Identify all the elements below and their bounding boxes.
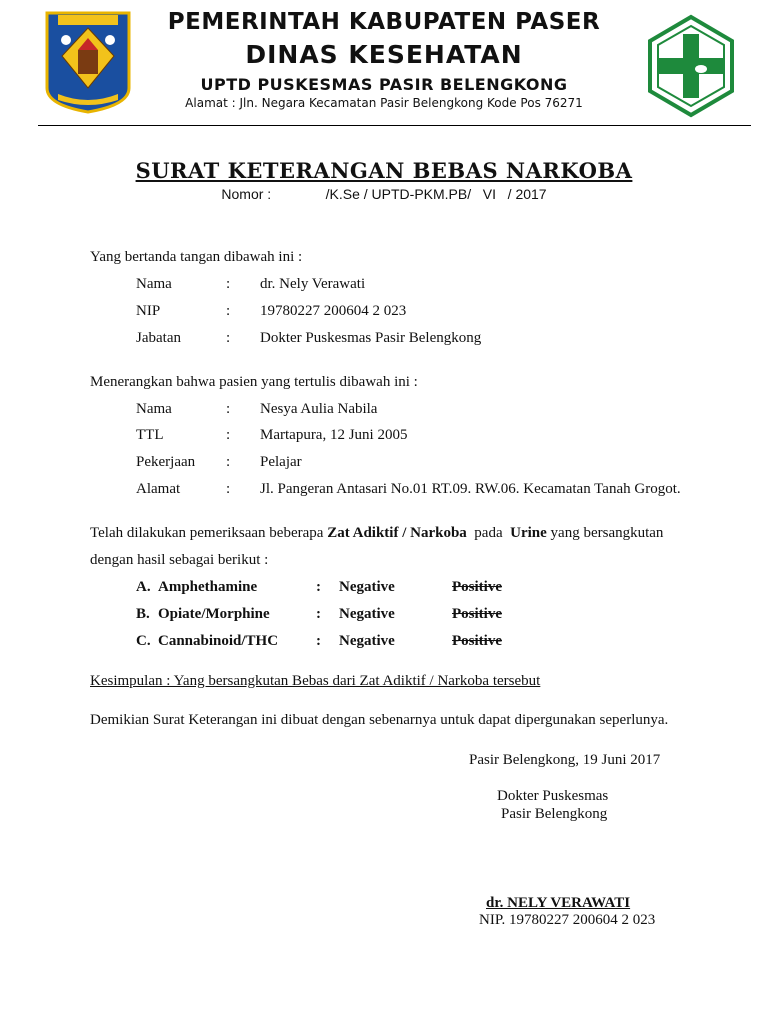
colon: : xyxy=(226,276,231,292)
colon: : xyxy=(316,633,321,649)
signer-label: NIP xyxy=(136,303,161,319)
colon: : xyxy=(316,579,321,595)
result-substance: Opiate/Morphine xyxy=(158,606,270,622)
patient-value: Jl. Pangeran Antasari No.01 RT.09. RW.06. Kecamatan Tanah Grogot. xyxy=(260,481,681,497)
signer-value: 19780227 200604 2 023 xyxy=(260,303,407,319)
header-divider xyxy=(38,125,751,126)
result-substance: Amphethamine xyxy=(158,579,258,595)
signatory-name: dr. NELY VERAWATI xyxy=(486,895,631,911)
colon: : xyxy=(226,303,231,319)
document-title: SURAT KETERANGAN BEBAS NARKOBA xyxy=(135,158,633,183)
document-number: Nomor : /K.Se / UPTD-PKM.PB/ VI / 2017 xyxy=(221,186,547,202)
colon: : xyxy=(226,481,231,497)
header-unit: UPTD PUSKESMAS PASIR BELENGKONG xyxy=(200,75,568,94)
signer-label: Jabatan xyxy=(136,330,181,346)
patient-intro-text: Menerangkan bahwa pasien yang tertulis dibawah ini : xyxy=(90,374,418,390)
result-substance: Cannabinoid/THC xyxy=(158,633,279,649)
colon: : xyxy=(226,454,231,470)
signer-value: dr. Nely Verawati xyxy=(260,276,366,292)
header-government: PEMERINTAH KABUPATEN PASER xyxy=(167,9,601,35)
intro-text: Yang bertanda tangan dibawah ini : xyxy=(90,249,303,265)
header-address: Alamat : Jln. Negara Kecamatan Pasir Belengkong Kode Pos 76271 xyxy=(185,96,583,110)
patient-label: Pekerjaan xyxy=(136,454,196,470)
result-positive-struck: Positive xyxy=(452,606,502,622)
exam-paragraph-line2: dengan hasil sebagai berikut : xyxy=(90,552,269,568)
signature-role-location: Pasir Belengkong xyxy=(501,806,608,822)
result-letter: B. xyxy=(136,606,150,622)
patient-value: Nesya Aulia Nabila xyxy=(260,401,378,417)
colon: : xyxy=(226,330,231,346)
signature-role: Dokter Puskesmas xyxy=(497,788,609,804)
signer-value: Dokter Puskesmas Pasir Belengkong xyxy=(260,330,482,346)
result-letter: C. xyxy=(136,633,151,649)
patient-label: Nama xyxy=(136,401,172,417)
patient-value: Martapura, 12 Juni 2005 xyxy=(260,427,408,443)
result-positive-struck: Positive xyxy=(452,579,502,595)
signature-place-date: Pasir Belengkong, 19 Juni 2017 xyxy=(469,752,661,768)
result-positive-struck: Positive xyxy=(452,633,502,649)
colon: : xyxy=(226,427,231,443)
header-department: DINAS KESEHATAN xyxy=(245,40,523,69)
signatory-nip: NIP. 19780227 200604 2 023 xyxy=(479,912,656,928)
colon: : xyxy=(316,606,321,622)
result-negative: Negative xyxy=(339,606,395,622)
patient-value: Pelajar xyxy=(260,454,302,470)
conclusion: Kesimpulan : Yang bersangkutan Bebas dari Zat Adiktif / Narkoba tersebut xyxy=(90,673,541,689)
result-negative: Negative xyxy=(339,633,395,649)
exam-paragraph: Telah dilakukan pemeriksaan beberapa Zat Adiktif / Narkoba pada Urine yang bersangkutan xyxy=(90,525,664,541)
signer-label: Nama xyxy=(136,276,172,292)
result-letter: A. xyxy=(136,579,151,595)
patient-label: TTL xyxy=(136,427,164,443)
patient-label: Alamat xyxy=(136,481,181,497)
closing-statement: Demikian Surat Keterangan ini dibuat dengan sebenarnya untuk dapat dipergunakan seperlunya. xyxy=(90,712,669,728)
result-negative: Negative xyxy=(339,579,395,595)
colon: : xyxy=(226,401,231,417)
